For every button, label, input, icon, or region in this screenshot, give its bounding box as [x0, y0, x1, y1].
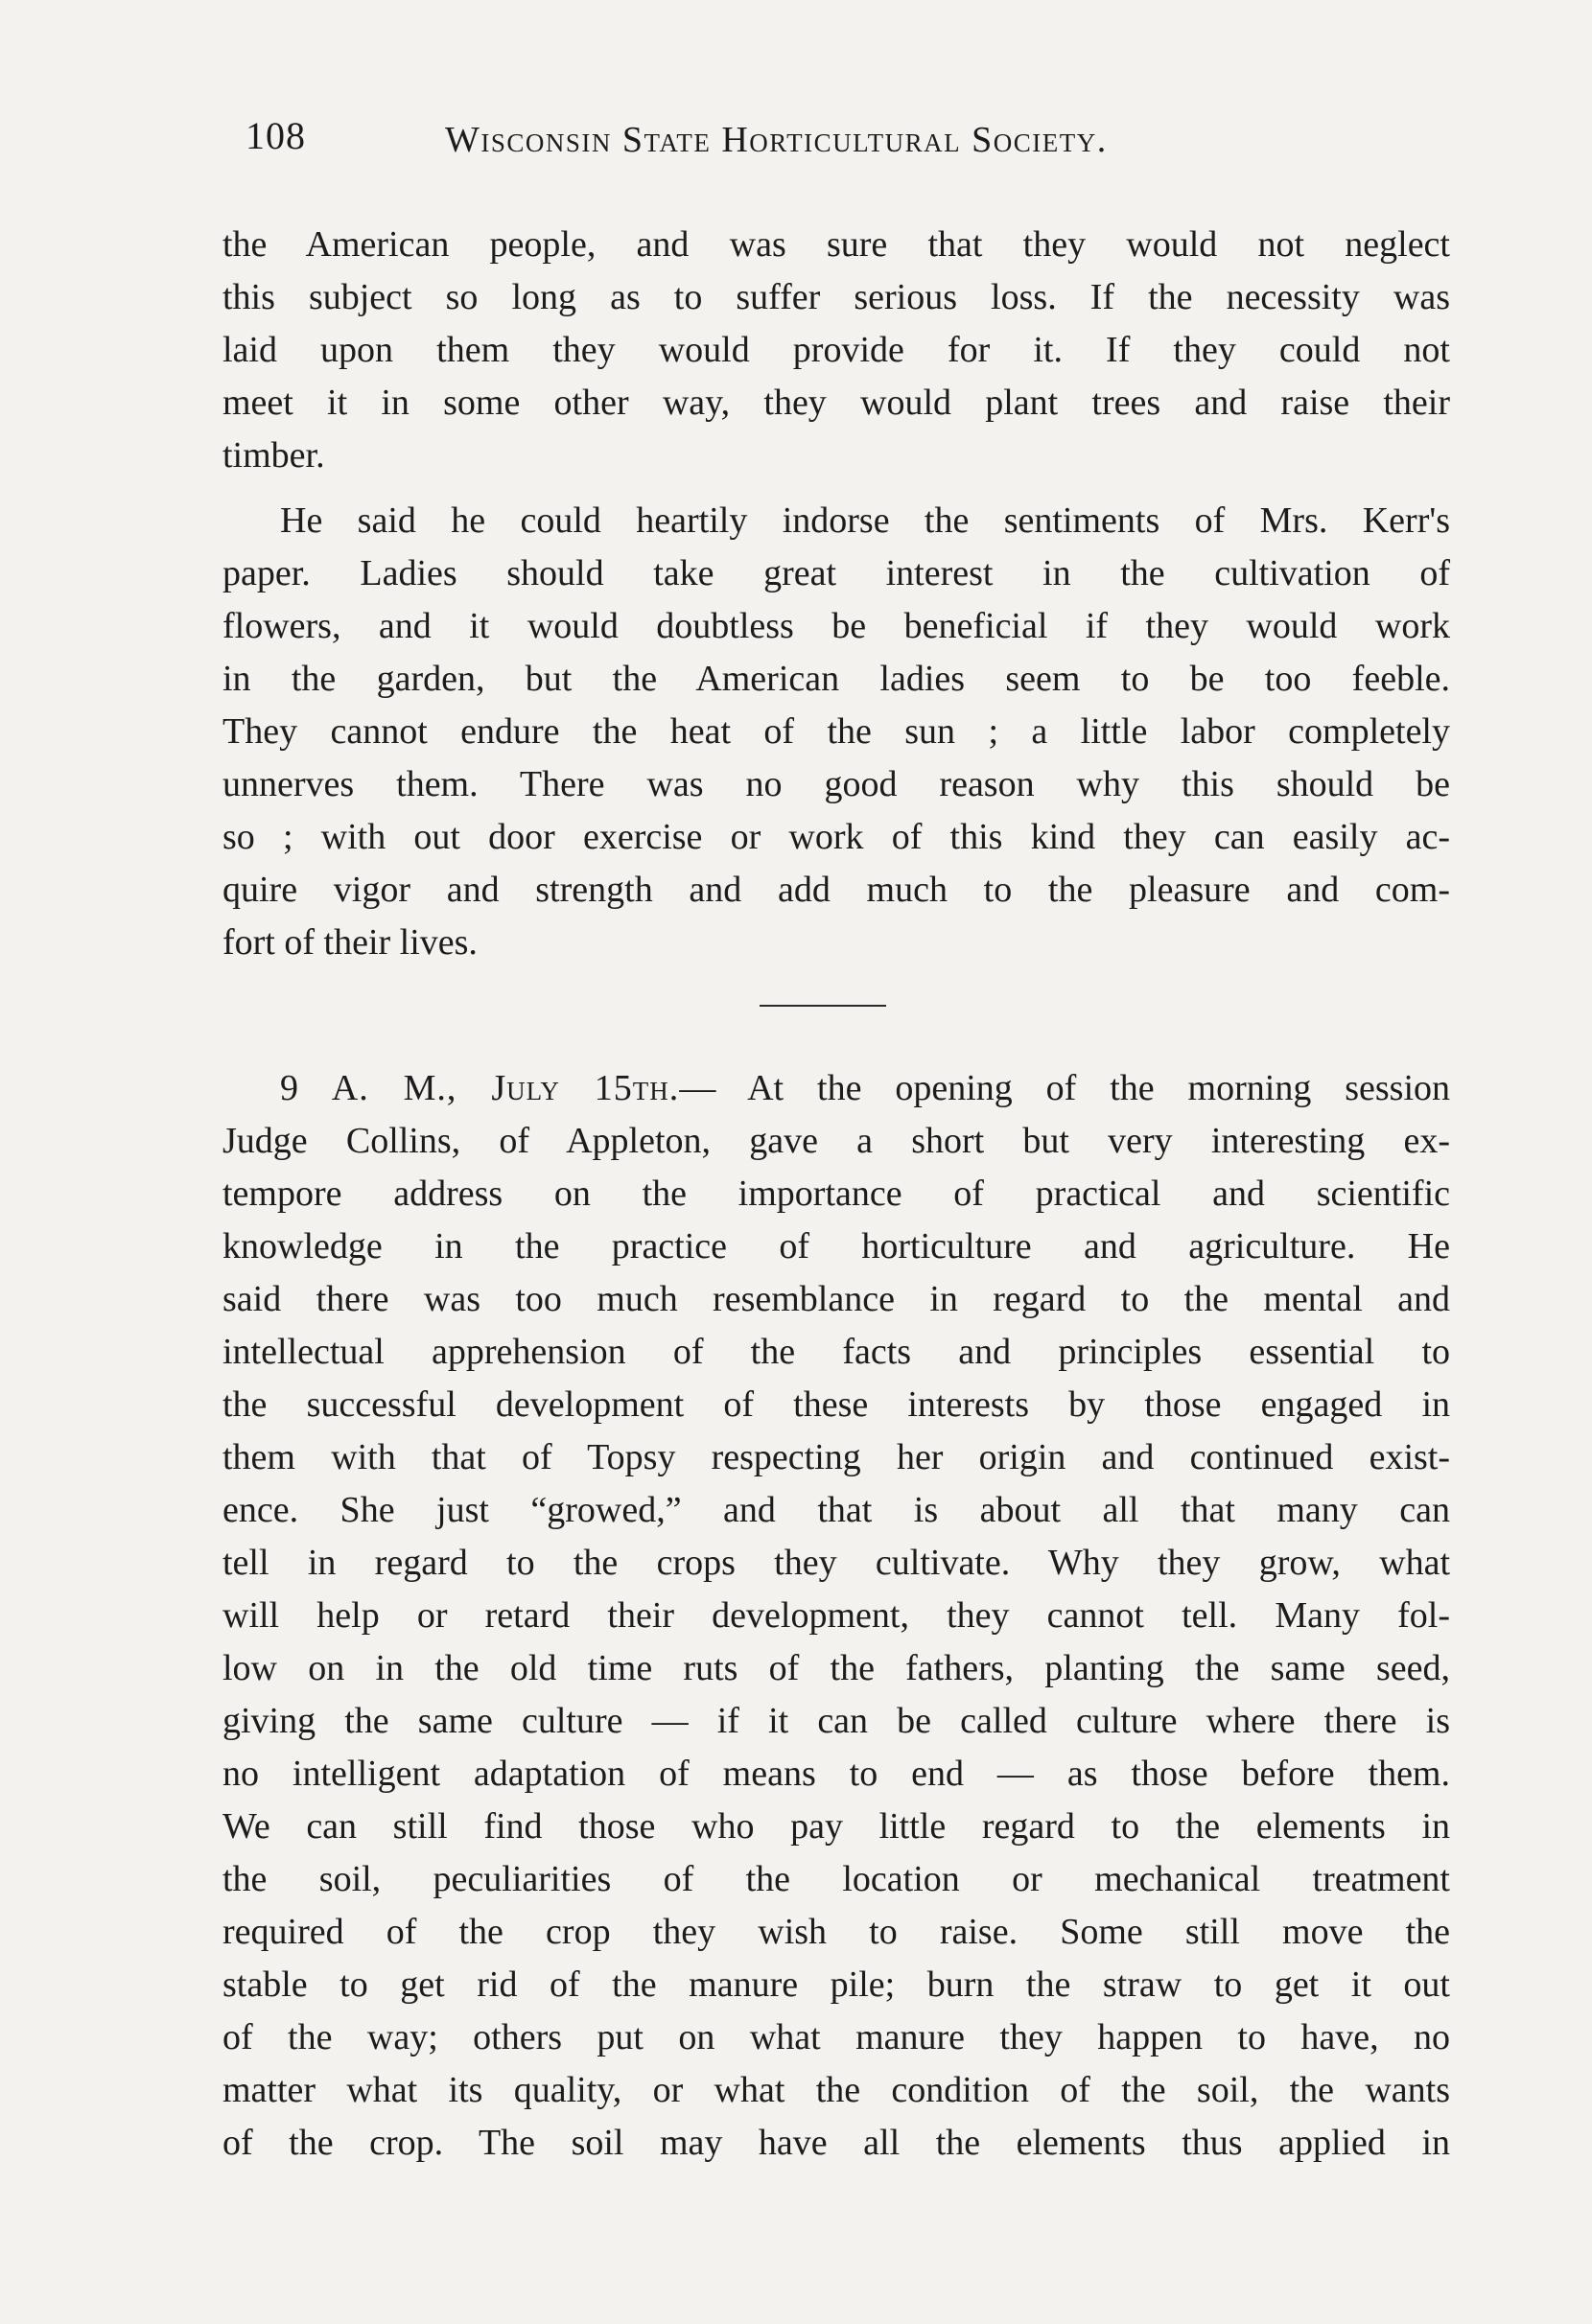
text-line: fort of their lives.	[222, 922, 478, 963]
first-line-rest: — At the opening of the morning session	[679, 1068, 1451, 1108]
text-line: so ; with out door exercise or work of this kind they can easily ac-	[222, 817, 1450, 857]
paragraph-mrs-kerr	[222, 495, 1450, 969]
text-line: tempore address on the importance of practical and scientific	[222, 1174, 1450, 1214]
text-line: matter what its quality, or what the condition of the soil, the wants	[222, 2070, 1450, 2110]
text-line: of the crop. The soil may have all the elements thus applied in	[222, 2123, 1450, 2163]
text-line: knowledge in the practice of horticulture and agriculture. He	[222, 1226, 1450, 1267]
text-line: They cannot endure the heat of the sun ; a little labor completely	[222, 711, 1450, 752]
text-line: ence. She just “growed,” and that is about all that many can	[222, 1490, 1450, 1530]
session-heading: 9 A. M., July 15th.	[280, 1068, 680, 1108]
text-line: this subject so long as to suffer serious loss. If the necessity was	[222, 277, 1450, 317]
text-line: of the way; others put on what manure they happen to have, no	[222, 2017, 1450, 2057]
text-line: paper. Ladies should take great interest in the cultivation of	[222, 553, 1450, 593]
text-line: laid upon them they would provide for it. If they could not	[222, 330, 1450, 370]
text-line: required of the crop they wish to raise. Some still move the	[222, 1912, 1450, 1952]
text-line: them with that of Topsy respecting her origin and continued exist-	[222, 1437, 1450, 1477]
page-number: 108	[246, 114, 306, 157]
text-line: the American people, and was sure that they would not neglect	[222, 224, 1450, 265]
text-line: low on in the old time ruts of the fathers, planting the same seed,	[222, 1648, 1450, 1688]
text-line: He said he could heartily indorse the sentiments of Mrs. Kerr's	[280, 500, 1450, 541]
running-title: Wisconsin State Horticultural Society.	[445, 120, 1108, 160]
text-line-first	[222, 1062, 1450, 1115]
text-line: giving the same culture — if it can be called culture where there is	[222, 1701, 1450, 1741]
text-line: said there was too much resemblance in regard to the mental and	[222, 1279, 1450, 1319]
text-line: no intelligent adaptation of means to end — as those before them.	[222, 1754, 1450, 1794]
text-line: the soil, peculiarities of the location or mechanical treatment	[222, 1859, 1450, 1899]
text-line: quire vigor and strength and add much to the pleasure and com-	[222, 870, 1450, 910]
text-line: in the garden, but the American ladies seem to be too feeble.	[222, 659, 1450, 699]
text-line: tell in regard to the crops they cultivate. Why they grow, what	[222, 1543, 1450, 1583]
text-line: We can still find those who pay little regard to the elements in	[222, 1806, 1450, 1847]
text-line: intellectual apprehension of the facts and principles essential to	[222, 1332, 1450, 1372]
text-line: will help or retard their development, they cannot tell. Many fol-	[222, 1595, 1450, 1636]
text-line: unnerves them. There was no good reason why this should be	[222, 764, 1450, 804]
text-line: the successful development of these interests by those engaged in	[222, 1384, 1450, 1425]
paragraph-july-15th	[222, 1062, 1450, 2170]
text-line: timber.	[222, 435, 325, 476]
section-divider	[760, 1005, 886, 1007]
page-header	[246, 113, 1281, 171]
text-line: flowers, and it would doubtless be beneficial if they would work	[222, 606, 1450, 646]
text-line: Judge Collins, of Appleton, gave a short but very interesting ex-	[222, 1121, 1450, 1161]
paragraph-continued	[222, 219, 1450, 482]
text-line: stable to get rid of the manure pile; burn the straw to get it out	[222, 1964, 1450, 2005]
text-line: meet it in some other way, they would plant trees and raise their	[222, 383, 1450, 423]
